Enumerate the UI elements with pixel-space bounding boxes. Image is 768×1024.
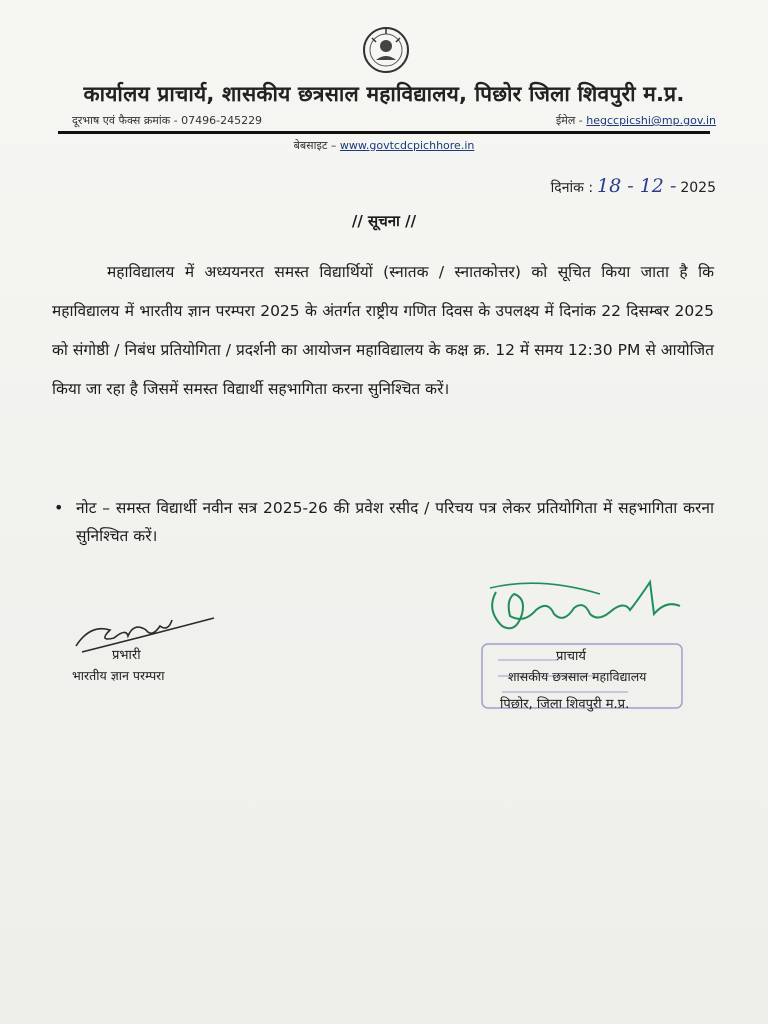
notice-note xyxy=(52,494,714,550)
phone-line xyxy=(72,113,262,128)
phone-label: दूरभाष एवं फैक्स क्रमांक xyxy=(72,114,171,127)
website-line xyxy=(0,138,768,153)
phone-number: - 07496-245229 xyxy=(173,114,263,127)
notice-date xyxy=(551,175,716,197)
incharge-department: भारतीय ज्ञान परम्परा xyxy=(72,668,165,683)
email-label: ईमेल - xyxy=(555,114,583,127)
principal-place: पिछोर, जिला शिवपुरी म.प्र. xyxy=(500,697,630,712)
college-emblem-icon xyxy=(362,26,410,74)
office-title: कार्यालय प्राचार्य, शासकीय छत्रसाल महाविद्यालय, पिछोर जिला शिवपुरी म.प्र. xyxy=(83,82,685,106)
note-bullet: • xyxy=(54,498,64,517)
date-handwritten: 18 - 12 - xyxy=(597,175,677,197)
website-label: बेबसाइट – xyxy=(293,139,337,152)
notice-body: महाविद्यालय में अध्ययनरत समस्त विद्यार्थियों (स्नातक / स्नातकोत्तर) को सूचित किया जाता है कि महाविद्यालय में भारतीय ज्ञान परम्परा 2025 के अंतर्गत राष्ट्रीय गणित दिवस के उपलक्ष्य में दिनांक 22 दिसम्बर 2025 को संगोष्ठी / निबंध प्रतियोगिता / प्रदर्शनी का आयोजन महाविद्यालय के कक्ष क्र. 12 में समय 12:30 PM से आयोजित किया जा रहा है जिसमें समस्त विद्यार्थी सहभागिता करना सुनिश्चित करें। xyxy=(52,263,714,398)
date-label: दिनांक : xyxy=(550,180,594,196)
date-year: 2025 xyxy=(680,180,716,196)
email-link[interactable]: hegccpicshi@mp.gov.in xyxy=(586,114,716,127)
incharge-title: प्रभारी xyxy=(112,648,141,663)
email-line xyxy=(556,113,716,128)
principal-college: शासकीय छत्रसाल महाविद्यालय xyxy=(508,669,647,684)
header-divider xyxy=(58,131,710,134)
principal-signature xyxy=(480,570,690,650)
notice-heading: // सूचना // xyxy=(351,212,417,230)
website-link[interactable]: www.govtcdcpichhore.in xyxy=(339,139,475,152)
principal-title: प्राचार्य xyxy=(556,649,586,664)
note-text: नोट – समस्त विद्यार्थी नवीन सत्र 2025-26 की प्रवेश रसीद / परिचय पत्र लेकर प्रतियोगिता में सहभागिता करना सुनिश्चित करें। xyxy=(76,499,714,545)
